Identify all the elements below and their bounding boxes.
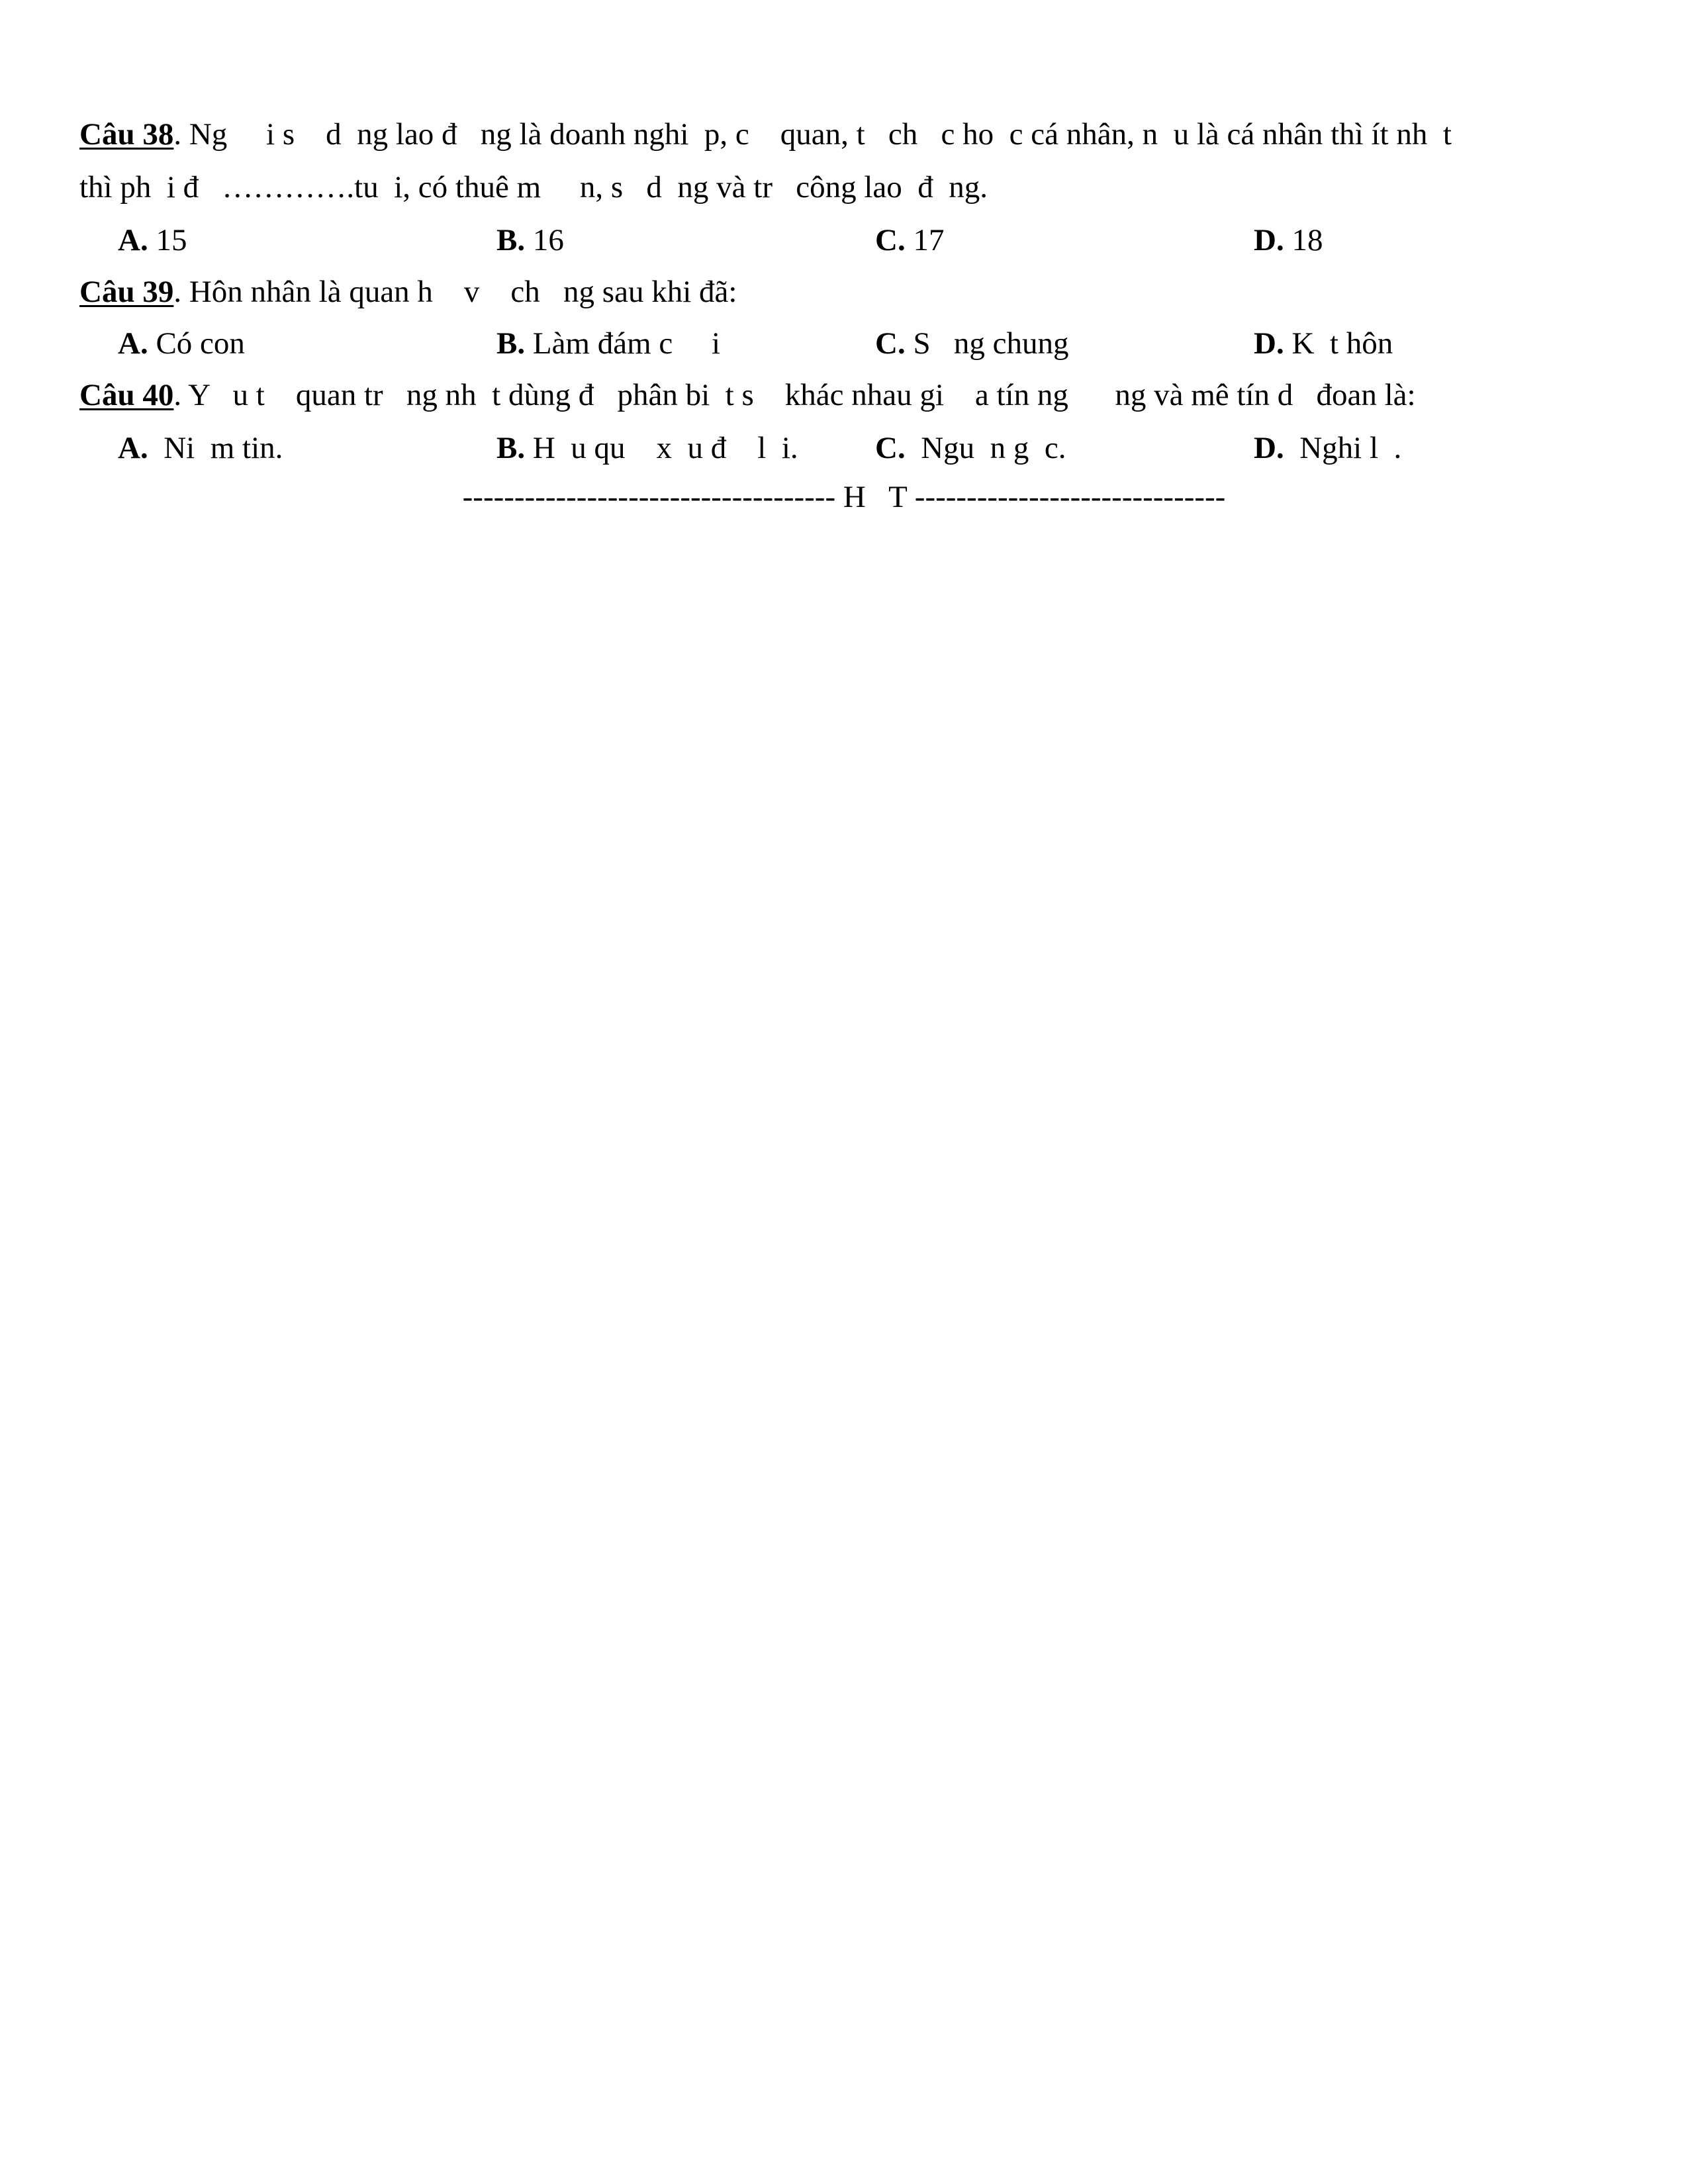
- question-39-line-1: [79, 277, 737, 308]
- question-40-option-a: A. Ni m tin.: [118, 431, 283, 465]
- question-38-option-c: C. 17: [875, 223, 945, 257]
- question-39-option-d: D. K t hôn: [1254, 326, 1393, 361]
- question-38-option-b: B. 16: [496, 223, 564, 257]
- question-40-line-1: [79, 380, 1416, 411]
- question-40-label: Câu 40: [79, 378, 174, 412]
- question-38-line-1: [79, 119, 1452, 150]
- question-39-label: Câu 39: [79, 275, 174, 309]
- question-39-option-c: C. S ng chung: [875, 326, 1069, 361]
- question-38-line-2: thì ph i đ ………….tu i, có thuê m n, s d ng và tr công lao đ ng.: [79, 170, 988, 205]
- question-39-option-a: A. Có con: [118, 326, 245, 361]
- question-38-label: Câu 38: [79, 117, 174, 152]
- question-38-option-a: A. 15: [118, 223, 187, 257]
- question-40-option-d: D. Nghi l .: [1254, 431, 1402, 465]
- question-40-text-1: . Y u t quan tr ng nh t dùng đ phân bi t s khác nhau gi a tín ng ng và mê tín d đoan là:: [173, 378, 1416, 412]
- question-40-option-b: B. H u qu x u đ l i.: [496, 431, 798, 465]
- question-40-option-c: C. Ngu n g c.: [875, 431, 1066, 465]
- question-39-text-1: . Hôn nhân là quan h v ch ng sau khi đã:: [173, 275, 737, 309]
- question-38-text-1: . Ng i s d ng lao đ ng là doanh nghi p, c quan, t ch c ho c cá nhân, n u là cá nhân thì ít nh t: [173, 117, 1452, 152]
- question-39-option-b: B. Làm đám c i: [496, 326, 721, 361]
- question-38-option-d: D. 18: [1254, 223, 1323, 257]
- end-marker: ------------------------------------ H T ------------------------------: [462, 480, 1226, 514]
